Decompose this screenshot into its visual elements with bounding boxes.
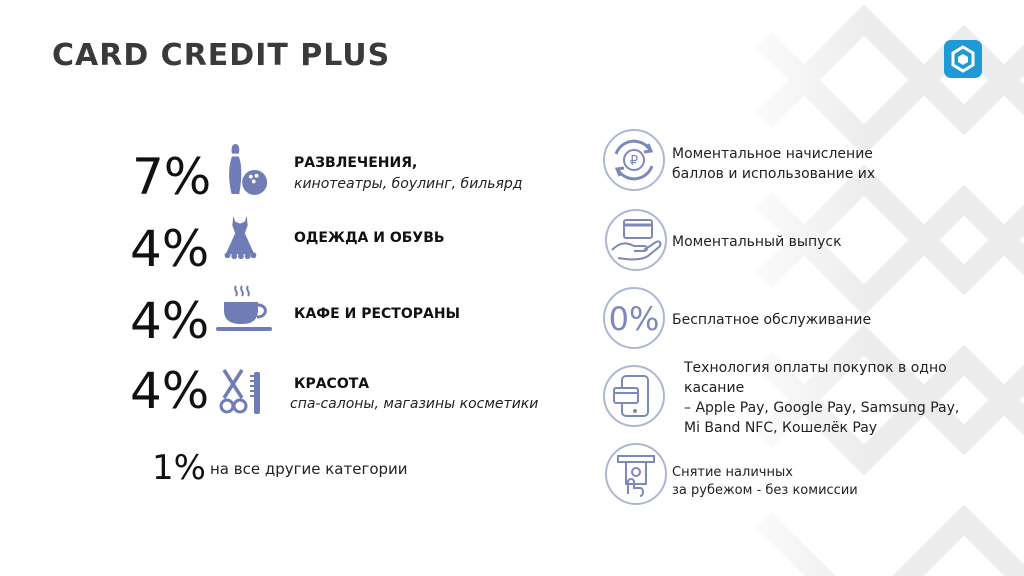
svg-text:0%: 0% bbox=[608, 300, 660, 338]
category-title: ОДЕЖДА И ОБУВЬ bbox=[294, 230, 445, 246]
feature-line: касание bbox=[684, 380, 745, 396]
feature-line: Снятие наличных bbox=[672, 465, 793, 480]
feature-line: Бесплатное обслуживание bbox=[672, 312, 872, 328]
category-percent: 4% bbox=[130, 220, 210, 278]
scissors-comb-icon bbox=[218, 368, 268, 418]
card-hand-icon bbox=[604, 208, 668, 272]
category-percent: 4% bbox=[130, 362, 210, 420]
category-title: РАЗВЛЕЧЕНИЯ, bbox=[294, 155, 418, 171]
dress-icon bbox=[216, 214, 264, 262]
other-text: на все другие категории bbox=[210, 460, 408, 478]
svg-text:₽: ₽ bbox=[629, 154, 639, 169]
category-subtitle: спа-салоны, магазины косметики bbox=[290, 396, 539, 412]
feature-line: Моментальный выпуск bbox=[672, 234, 842, 250]
category-subtitle: кинотеатры, боулинг, бильярд bbox=[294, 176, 523, 192]
atm-cash-icon bbox=[604, 442, 668, 506]
feature-text bbox=[672, 464, 858, 500]
category-percent: 4% bbox=[130, 292, 210, 350]
bowling-icon bbox=[222, 140, 270, 198]
feature-text bbox=[672, 144, 875, 184]
hexagon-logo-icon bbox=[944, 40, 982, 78]
zero-percent-icon bbox=[602, 286, 666, 350]
category-title: КАФЕ И РЕСТОРАНЫ bbox=[294, 306, 461, 322]
coffee-cup-icon bbox=[214, 284, 274, 334]
points-refresh-icon bbox=[602, 128, 666, 192]
feature-line: Моментальное начисление bbox=[672, 146, 873, 162]
feature-line: баллов и использование их bbox=[672, 166, 876, 182]
feature-text bbox=[672, 310, 871, 330]
feature-line: Mi Band NFC, Кошелёк Pay bbox=[684, 420, 878, 436]
feature-line: – Apple Pay, Google Pay, Samsung Pay, bbox=[684, 400, 960, 416]
other-percent: 1% bbox=[152, 448, 206, 488]
category-percent: 7% bbox=[132, 148, 212, 206]
feature-line: Технология оплаты покупок в одно bbox=[684, 360, 947, 376]
feature-line: за рубежом - без комиссии bbox=[672, 483, 858, 498]
feature-text bbox=[684, 358, 959, 438]
feature-text bbox=[672, 232, 842, 252]
phone-card-icon bbox=[602, 364, 666, 428]
page-title: CARD CREDIT PLUS bbox=[52, 38, 391, 73]
category-title: КРАСОТА bbox=[294, 376, 370, 392]
